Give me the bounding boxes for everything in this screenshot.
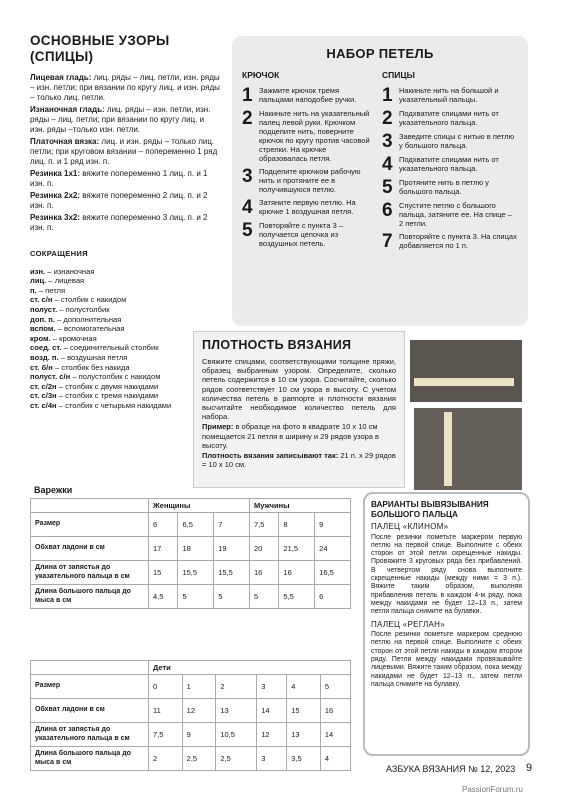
step-item <box>382 178 518 197</box>
table-cell: 10,5 <box>216 723 257 747</box>
abbreviation-meaning: – полустолбик <box>57 304 110 314</box>
abbreviation-meaning: – лицевая <box>46 276 85 286</box>
abbreviation-item <box>30 401 220 411</box>
abbreviation-item <box>30 334 220 344</box>
abbreviation-term: п. <box>30 285 37 295</box>
step-item <box>242 221 370 248</box>
ruler-icon <box>414 378 514 386</box>
hook-steps <box>242 86 370 248</box>
step-number: 5 <box>382 176 393 198</box>
table-cell: 5,5 <box>279 585 315 609</box>
table-cell: 4 <box>320 747 350 771</box>
abbreviation-meaning: – вспомогательная <box>55 324 125 334</box>
abbreviation-item <box>30 267 220 277</box>
table-cell: 17 <box>149 537 178 561</box>
step-number: 2 <box>382 107 393 129</box>
table-cell: 8 <box>279 513 315 537</box>
step-number: 2 <box>242 107 253 129</box>
step-item <box>242 198 370 217</box>
abbreviation-item <box>30 363 220 373</box>
table-cell: 4 <box>287 675 321 699</box>
step-item <box>242 86 370 105</box>
table-row <box>31 747 351 771</box>
table-cell: 11 <box>149 699 183 723</box>
needle-steps <box>382 86 518 251</box>
step-number: 3 <box>382 130 393 152</box>
abbreviation-item <box>30 286 220 296</box>
pattern-name: Лицевая гладь: <box>30 73 92 83</box>
table-group-row <box>31 499 351 513</box>
table-cell: 2 <box>149 747 183 771</box>
ruler-icon <box>444 412 452 486</box>
table-cell: 16,5 <box>315 561 351 585</box>
abbreviation-term: лиц. <box>30 276 47 286</box>
step-text: Зажмите крючок тремя пальцами наподобие ручки. <box>259 85 357 104</box>
step-item <box>382 201 518 228</box>
abbreviation-item <box>30 382 220 392</box>
abbreviation-term: ст. с/н <box>30 295 53 305</box>
table-group-header: Мужчины <box>249 499 350 513</box>
table-row <box>31 723 351 747</box>
table-cell: 6,5 <box>178 513 214 537</box>
hook-column <box>242 70 370 255</box>
abbreviation-term: ст. б/н <box>30 362 53 372</box>
table-group-header: Дети <box>149 661 351 675</box>
step-item <box>242 167 370 194</box>
pattern-item <box>30 169 220 189</box>
table-cell: 19 <box>214 537 250 561</box>
step-item <box>382 232 518 251</box>
abbreviation-term: полуст. с/н <box>30 372 71 382</box>
step-item <box>382 155 518 174</box>
table-corner-cell <box>31 661 149 675</box>
hook-title: КРЮЧОК <box>242 69 280 80</box>
row-header: Длина большого пальца до мыса в см <box>31 747 149 771</box>
table-cell: 14 <box>257 699 287 723</box>
table-cell: 4,5 <box>149 585 178 609</box>
cast-on-box <box>232 36 528 326</box>
pattern-name: Платочная вязка: <box>30 137 100 147</box>
table-corner-cell <box>31 499 149 513</box>
step-text: Подхватите спицами нить от указательного пальца. <box>399 154 499 173</box>
pattern-name: Резинка 3х2: <box>30 213 80 223</box>
abbreviation-meaning: – соединительный столбик <box>61 343 159 353</box>
abbreviation-meaning: – столбик без накида <box>52 362 130 372</box>
row-header: Обхват ладони в см <box>31 699 149 723</box>
table-cell: 16 <box>320 699 350 723</box>
step-text: Заведите спицы с нитью в петлю у большого пальца. <box>399 131 515 150</box>
abbreviations-section <box>30 249 220 411</box>
density-text: Свяжите спицами, соответствующими толщине пряжи, образец выбранным узором. Определите, сколько петель содержится в 10 см узора. Сосчитайте, сколько рядов соответствует 10 см узора в высоту. С учетом количества петель в раппорте и плотности вязания высчитайте необходимое количество петель для набора. <box>202 357 396 422</box>
table-cell: 5 <box>214 585 250 609</box>
abbreviation-item <box>30 343 220 353</box>
row-header: Длина от запястья до указательного пальца в см <box>31 723 149 747</box>
thumb-text-wedge: После резинки пометьте маркером первую петлю на первой спице. Выполните с обеих сторон от этой петли скрещенные накиды. Провяжите 3 круговых ряда без прибавлений. В четвертом ряду снова выполните скрещенные накиды (между ними = 3 п.). Вяжите таким образом, выполняя прибавления петель в каждом 4-м ряду, пока между накидами не будет 12–13 п., затем петли пальца снимите на булавки. <box>371 533 522 616</box>
thumb-title: ВАРИАНТЫ ВЫВЯЗЫВАНИЯ БОЛЬШОГО ПАЛЬЦА <box>371 500 489 519</box>
table-row <box>31 513 351 537</box>
table-cell: 16 <box>249 561 278 585</box>
thumb-text-raglan: После резинки пометьте маркером среднюю петлю на первой спице. Выполните с обеих сторон от этой петли накиды в каждом втором ряду. Петли между накидами провязывайте лицевыми. Вяжите таким образом, пока между накидами не будет 12–13 п., затем петли пальца снимите на булавку. <box>371 631 522 688</box>
pattern-item <box>30 73 220 103</box>
pattern-text: вяжите попеременно 1 лиц. п. и 1 изн. п. <box>30 169 208 189</box>
swatch-photo-top <box>410 340 522 402</box>
abbreviation-meaning: – столбик с тремя накидами <box>56 391 159 401</box>
density-record: Плотность вязания записывают так: 21 п. х 29 рядов = 10 х 10 см. <box>202 451 396 470</box>
density-title: ПЛОТНОСТЬ ВЯЗАНИЯ <box>202 338 352 352</box>
abbreviation-term: вспом. <box>30 324 56 334</box>
kids-size-table <box>30 660 351 771</box>
abbreviation-meaning: – столбик с двумя накидами <box>56 381 159 391</box>
step-number: 6 <box>382 199 393 221</box>
pattern-item <box>30 105 220 135</box>
step-text: Спустите петлю с большого пальца, затяните ее. На спице – 2 петли. <box>399 200 512 228</box>
table-cell: 7,5 <box>249 513 278 537</box>
step-number: 4 <box>242 196 253 218</box>
step-number: 1 <box>242 84 253 106</box>
density-box <box>193 331 405 488</box>
table-cell: 2,5 <box>216 747 257 771</box>
abbreviation-meaning: – полустолбик с накидом <box>70 372 161 382</box>
abbreviation-item <box>30 305 220 315</box>
table-cell: 3 <box>257 747 287 771</box>
footer-page-number: 9 <box>526 762 533 774</box>
table-row <box>31 699 351 723</box>
pattern-text: лиц. и изн. ряды – только лиц. петли; при круговом вязании – попеременно 1 ряд лиц. п. и 1 ряд изн. п. <box>30 137 218 167</box>
table-cell: 5 <box>249 585 278 609</box>
step-number: 7 <box>382 230 393 252</box>
needles-column <box>382 70 518 255</box>
adult-size-table <box>30 498 351 609</box>
abbreviations-title: СОКРАЩЕНИЯ <box>30 249 88 258</box>
table-cell: 5 <box>178 585 214 609</box>
thumb-subtitle-raglan: ПАЛЕЦ «РЕГЛАН» <box>371 619 446 629</box>
step-text: Затяните первую петлю. На крючке 1 воздушная петля. <box>259 197 356 216</box>
pattern-name: Резинка 1х1: <box>30 169 80 179</box>
step-item <box>382 132 518 151</box>
step-item <box>382 109 518 128</box>
table-cell: 14 <box>320 723 350 747</box>
table-cell: 16 <box>279 561 315 585</box>
abbreviation-term: ст. с/2н <box>30 381 57 391</box>
table-cell: 9 <box>315 513 351 537</box>
table-cell: 9 <box>182 723 216 747</box>
table-cell: 0 <box>149 675 183 699</box>
step-text: Подхватите спицами нить от указательного пальца. <box>399 108 499 127</box>
table-group-header: Женщины <box>149 499 250 513</box>
abbreviation-item <box>30 324 220 334</box>
swatch-photo-bottom <box>414 408 522 490</box>
table-cell: 1 <box>182 675 216 699</box>
abbreviation-meaning: – столбик с накидом <box>52 295 127 305</box>
table-row <box>31 537 351 561</box>
step-text: Подцепите крючком рабочую нить и протяните ее в получившуюся петлю. <box>259 166 361 194</box>
table-cell: 3 <box>257 675 287 699</box>
step-number: 5 <box>242 219 253 241</box>
abbreviation-item <box>30 276 220 286</box>
table-cell: 20 <box>249 537 278 561</box>
step-text: Повторяйте с пункта 3 – получается цепочка из воздушных петель. <box>259 220 344 248</box>
pattern-name: Изнаночная гладь: <box>30 105 105 115</box>
table-cell: 13 <box>216 699 257 723</box>
row-header: Обхват ладони в см <box>31 537 149 561</box>
table-cell: 2,5 <box>182 747 216 771</box>
table-row <box>31 561 351 585</box>
step-text: Накиньте нить на большой и указательный пальцы. <box>399 85 499 104</box>
table-row <box>31 585 351 609</box>
abbreviation-meaning: – столбик с четырьмя накидами <box>56 400 172 410</box>
abbreviation-item <box>30 372 220 382</box>
mittens-title: Варежки <box>34 485 73 495</box>
abbreviation-meaning: – дополнительная <box>54 314 122 324</box>
pattern-text: лиц. ряды – изн. петли, изн. ряды – лиц. петли; при вязании по кругу лиц. и изн. ряды –только изн. петли. <box>30 105 211 135</box>
abbreviation-term: изн. <box>30 266 46 276</box>
patterns-title: ОСНОВНЫЕ УЗОРЫ (СПИЦЫ) <box>30 33 170 65</box>
abbreviation-meaning: – воздушная петля <box>58 352 128 362</box>
table-cell: 7,5 <box>149 723 183 747</box>
pattern-name: Резинка 2х2: <box>30 191 80 201</box>
table-cell: 3,5 <box>287 747 321 771</box>
footer-magazine: АЗБУКА ВЯЗАНИЯ № 12, 2023 <box>386 764 516 774</box>
step-text: Накиньте нить на указательный палец левой руки. Крючком подцепите нить, поверните крючок по кругу против часовой стрелки. На крючке образовалась петля. <box>259 108 370 163</box>
abbreviation-item <box>30 295 220 305</box>
abbreviation-term: доп. п. <box>30 314 55 324</box>
table-cell: 15,5 <box>178 561 214 585</box>
abbreviation-item <box>30 353 220 363</box>
abbreviation-item <box>30 391 220 401</box>
table-cell: 7 <box>214 513 250 537</box>
step-item <box>242 109 370 163</box>
table-cell: 15 <box>287 699 321 723</box>
row-header: Размер <box>31 513 149 537</box>
footer-watermark: PassionForum.ru <box>462 785 523 794</box>
abbreviation-term: полуст. <box>30 304 58 314</box>
pattern-item <box>30 137 220 167</box>
abbreviation-term: соед. ст. <box>30 343 62 353</box>
table-cell: 24 <box>315 537 351 561</box>
step-text: Протяните нить в петлю у большого пальца. <box>399 177 489 196</box>
table-cell: 2 <box>216 675 257 699</box>
step-number: 1 <box>382 84 393 106</box>
step-text: Повторяйте с пункта 3. На спицах добавляется по 1 п. <box>399 231 517 250</box>
step-number: 3 <box>242 165 253 187</box>
row-header: Длина большого пальца до мыса в см <box>31 585 149 609</box>
abbreviation-meaning: – изнаночная <box>45 266 95 276</box>
table-cell: 18 <box>178 537 214 561</box>
table-cell: 12 <box>182 699 216 723</box>
density-example: Пример: в образце на фото в квадрате 10 х 10 см помещается 21 петля в ширину и 29 рядов узора в высоту. <box>202 422 380 450</box>
step-item <box>382 86 518 105</box>
cast-on-title: НАБОР ПЕТЕЛЬ <box>326 46 434 61</box>
table-cell: 12 <box>257 723 287 747</box>
table-cell: 13 <box>287 723 321 747</box>
abbreviation-meaning: – кромочная <box>50 333 97 343</box>
needles-title: СПИЦЫ <box>382 69 415 80</box>
patterns-list <box>30 73 220 233</box>
abbreviation-meaning: – петля <box>36 285 66 295</box>
pattern-text: лиц. ряды – лиц. петли, изн. ряды – изн. петли; при вязании по кругу лиц. и изн. ряды – только лиц. петли. <box>30 73 220 103</box>
abbreviation-term: ст. с/4н <box>30 400 57 410</box>
row-header: Размер <box>31 675 149 699</box>
step-number: 4 <box>382 153 393 175</box>
pattern-item <box>30 213 220 233</box>
pattern-item <box>30 191 220 211</box>
table-cell: 15 <box>149 561 178 585</box>
table-cell: 15,5 <box>214 561 250 585</box>
pattern-text: вяжите попеременно 2 лиц. п. и 2 изн. п. <box>30 191 208 211</box>
table-cell: 21,5 <box>279 537 315 561</box>
table-cell: 5 <box>320 675 350 699</box>
patterns-section <box>30 33 220 235</box>
table-cell: 6 <box>315 585 351 609</box>
table-group-row <box>31 661 351 675</box>
pattern-text: вяжите попеременно 3 лиц. п. и 2 изн. п. <box>30 213 208 233</box>
abbreviation-term: ст. с/3н <box>30 391 57 401</box>
table-cell: 6 <box>149 513 178 537</box>
thumb-box <box>363 492 530 756</box>
thumb-subtitle-wedge: ПАЛЕЦ «КЛИНОМ» <box>371 522 449 531</box>
table-row <box>31 675 351 699</box>
abbreviation-term: кром. <box>30 333 51 343</box>
row-header: Длина от запястья до указательного пальца в см <box>31 561 149 585</box>
abbreviation-term: возд. п. <box>30 352 59 362</box>
abbreviations-list <box>30 267 220 411</box>
abbreviation-item <box>30 315 220 325</box>
